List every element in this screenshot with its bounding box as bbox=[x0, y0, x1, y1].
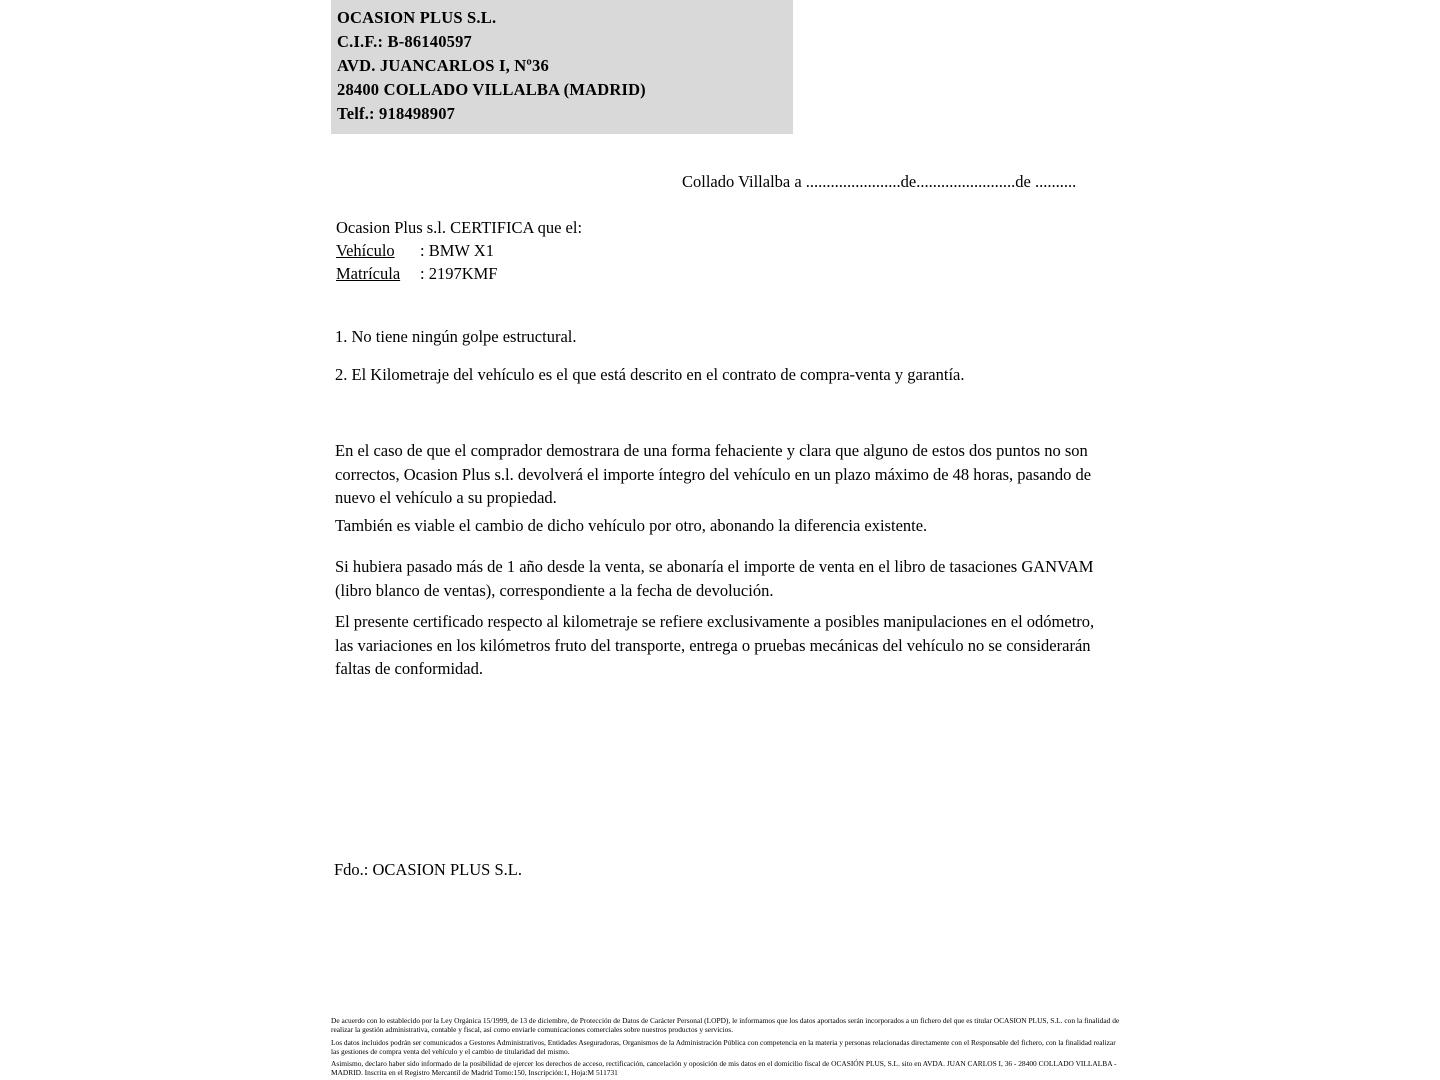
vehicle-value: : BMW X1 bbox=[420, 241, 494, 260]
company-cif: C.I.F.: B-86140597 bbox=[337, 32, 472, 51]
paragraph-refund-conditions: En el caso de que el comprador demostrara de una forma fehaciente y clara que alguno de estos dos puntos no son correctos, Ocasion Plus s.l. devolverá el importe íntegro del vehículo en un plazo máximo de 48 horas, pasando de nuevo el vehículo a su propiedad. bbox=[335, 441, 1092, 507]
certification-block bbox=[336, 216, 582, 285]
company-phone: Telf.: 918498907 bbox=[337, 104, 456, 123]
point-item-2: 2. El Kilometraje del vehículo es el que está descrito en el contrato de compra-venta y garantía. bbox=[335, 365, 965, 384]
certification-intro: Ocasion Plus s.l. CERTIFICA que el: bbox=[336, 218, 583, 237]
signature-line: Fdo.: OCASION PLUS S.L. bbox=[334, 860, 522, 879]
vehicle-label: Vehículo bbox=[336, 241, 395, 260]
company-city: 28400 COLLADO VILLALBA (MADRID) bbox=[337, 80, 646, 99]
vehicle-row bbox=[336, 239, 582, 262]
plate-label: Matrícula bbox=[336, 264, 401, 283]
company-header-block bbox=[331, 0, 793, 134]
paragraph-odometer-scope: El presente certificado respecto al kilometraje se refiere exclusivamente a posibles manipulaciones en el odómetro, las variaciones en los kilómetros fruto del transporte, entrega o pruebas mecánicas del vehículo no se considerarán faltas de conformidad. bbox=[335, 612, 1095, 678]
date-line: Collado Villalba a .......................de........................de .......... bbox=[682, 172, 1077, 191]
company-address: AVD. JUANCARLOS I, Nº36 bbox=[337, 56, 549, 75]
legal-paragraph-2: Los datos incluidos podrán ser comunicados a Gestores Administrativos, Entidades Aseguradoras, Organismos de la Administración Pública con competencia en la materia y personas relacionadas directamente con el Responsable del fichero, con la finalidad realizar las gestiones de compra venta del vehículo y el cambio de titularidad del mismo. bbox=[331, 1037, 1116, 1056]
legal-paragraph-3: Asimismo, declaro haber sido informado de la posibilidad de ejercer los derechos de acceso, rectificación, cancelación y oposición de mis datos en el domicilio fiscal de OCASIÓN PLUS, S.L. sito en AVDA. JUAN CARLOS I, 36 - 28400 COLLADO VILLALBA - MADRID. Inscrita en el Registro Mercantil de Madrid Tomo:150, Inscripción:1, Hoja:M 511731 bbox=[331, 1059, 1117, 1078]
legal-footer bbox=[331, 1016, 1121, 1078]
plate-row bbox=[336, 262, 582, 285]
plate-value: : 2197KMF bbox=[420, 264, 498, 283]
paragraph-exchange-option: También es viable el cambio de dicho vehículo por otro, abonando la diferencia existente. bbox=[335, 516, 928, 535]
paragraph-one-year-clause: Si hubiera pasado más de 1 año desde la venta, se abonaría el importe de venta en el libro de tasaciones GANVAM (libro blanco de ventas), correspondiente a la fecha de devolución. bbox=[335, 557, 1094, 600]
company-name: OCASION PLUS S.L. bbox=[337, 8, 497, 27]
legal-paragraph-1: De acuerdo con lo establecido por la Ley Orgánica 15/1999, de 13 de diciembre, de Protección de Datos de Carácter Personal (LOPD), le informamos que los datos aportados serán incorporados a un fichero del que es titular OCASION PLUS, S.L. con la finalidad de realizar la gestión administrativa, contable y fiscal, así como enviarle comunicaciones comerciales sobre nuestros productos y servicios. bbox=[331, 1016, 1120, 1035]
point-item-1: 1. No tiene ningún golpe estructural. bbox=[335, 327, 577, 346]
